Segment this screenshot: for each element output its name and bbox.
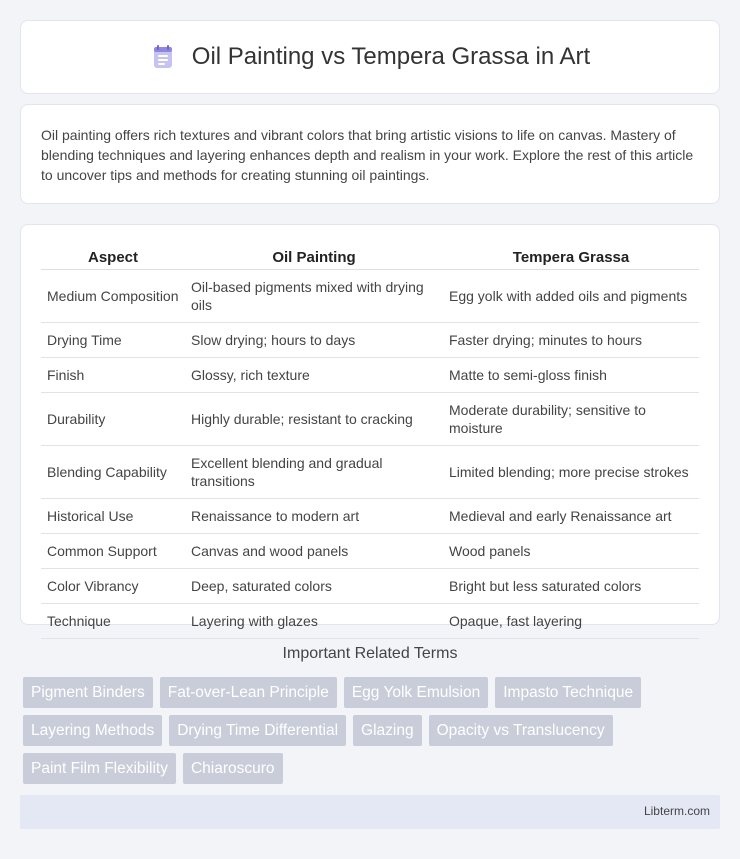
column-header-oil-painting: Oil Painting <box>185 247 443 269</box>
table-cell-tempera: Matte to semi-gloss finish <box>443 357 699 392</box>
table-row <box>41 568 699 603</box>
column-header-tempera-grassa: Tempera Grassa <box>443 247 699 269</box>
title-wrap <box>150 43 590 71</box>
page-title: Oil Painting vs Tempera Grassa in Art <box>191 43 591 70</box>
related-terms-tags <box>23 677 723 784</box>
table-cell-oil: Glossy, rich texture <box>185 357 443 392</box>
tag-fat-over-lean-principle[interactable]: Fat-over-Lean Principle <box>160 677 337 708</box>
tag-layering-methods[interactable]: Layering Methods <box>23 715 162 746</box>
tag-paint-film-flexibility[interactable]: Paint Film Flexibility <box>23 753 176 784</box>
document-icon <box>150 44 176 70</box>
tag-glazing[interactable]: Glazing <box>353 715 422 746</box>
table-cell-tempera: Opaque, fast layering <box>443 603 699 638</box>
table-cell-aspect: Durability <box>41 392 185 445</box>
table-cell-aspect: Finish <box>41 357 185 392</box>
table-row <box>41 269 699 322</box>
table-cell-oil: Layering with glazes <box>185 603 443 638</box>
tag-egg-yolk-emulsion[interactable]: Egg Yolk Emulsion <box>344 677 488 708</box>
header-card <box>20 20 720 94</box>
table-cell-aspect: Technique <box>41 603 185 638</box>
table-row <box>41 533 699 568</box>
tag-pigment-binders[interactable]: Pigment Binders <box>23 677 153 708</box>
footer <box>20 795 720 829</box>
table-row <box>41 322 699 357</box>
table-cell-tempera: Wood panels <box>443 533 699 568</box>
table-row <box>41 392 699 445</box>
footer-site-link[interactable]: Libterm.com <box>643 804 710 818</box>
table-row <box>41 357 699 392</box>
table-cell-tempera: Egg yolk with added oils and pigments <box>443 269 699 322</box>
table-cell-aspect: Drying Time <box>41 322 185 357</box>
intro-card <box>20 104 720 204</box>
tag-drying-time-differential[interactable]: Drying Time Differential <box>169 715 346 746</box>
table-cell-aspect: Color Vibrancy <box>41 568 185 603</box>
table-cell-oil: Excellent blending and gradual transitions <box>185 445 443 498</box>
table-cell-tempera: Faster drying; minutes to hours <box>443 322 699 357</box>
table-header-row <box>41 247 699 269</box>
table-row <box>41 603 699 638</box>
comparison-table-card <box>20 224 720 629</box>
table-cell-aspect: Common Support <box>41 533 185 568</box>
tag-opacity-vs-translucency[interactable]: Opacity vs Translucency <box>429 715 613 746</box>
related-terms-title: Important Related Terms <box>282 645 458 662</box>
table-cell-oil: Canvas and wood panels <box>185 533 443 568</box>
table-cell-oil: Renaissance to modern art <box>185 498 443 533</box>
table-cell-oil: Highly durable; resistant to cracking <box>185 392 443 445</box>
table-cell-oil: Deep, saturated colors <box>185 568 443 603</box>
table-row <box>41 445 699 498</box>
table-cell-tempera: Medieval and early Renaissance art <box>443 498 699 533</box>
intro-text: Oil painting offers rich textures and vibrant colors that bring artistic visions to life on canvas. Mastery of blending techniques and layering enhances depth and realism in your work. Explore the rest of this article to uncover tips and methods for creating stunning oil paintings. <box>41 127 694 183</box>
table-cell-aspect: Historical Use <box>41 498 185 533</box>
table-cell-oil: Oil-based pigments mixed with drying oils <box>185 269 443 322</box>
tag-impasto-technique[interactable]: Impasto Technique <box>495 677 641 708</box>
table-row <box>41 498 699 533</box>
tag-chiaroscuro[interactable]: Chiaroscuro <box>183 753 283 784</box>
table-cell-tempera: Moderate durability; sensitive to moisture <box>443 392 699 445</box>
comparison-table <box>41 247 699 639</box>
table-cell-tempera: Limited blending; more precise strokes <box>443 445 699 498</box>
table-cell-oil: Slow drying; hours to days <box>185 322 443 357</box>
column-header-aspect: Aspect <box>41 247 185 269</box>
table-cell-tempera: Bright but less saturated colors <box>443 568 699 603</box>
table-cell-aspect: Blending Capability <box>41 445 185 498</box>
table-cell-aspect: Medium Composition <box>41 269 185 322</box>
